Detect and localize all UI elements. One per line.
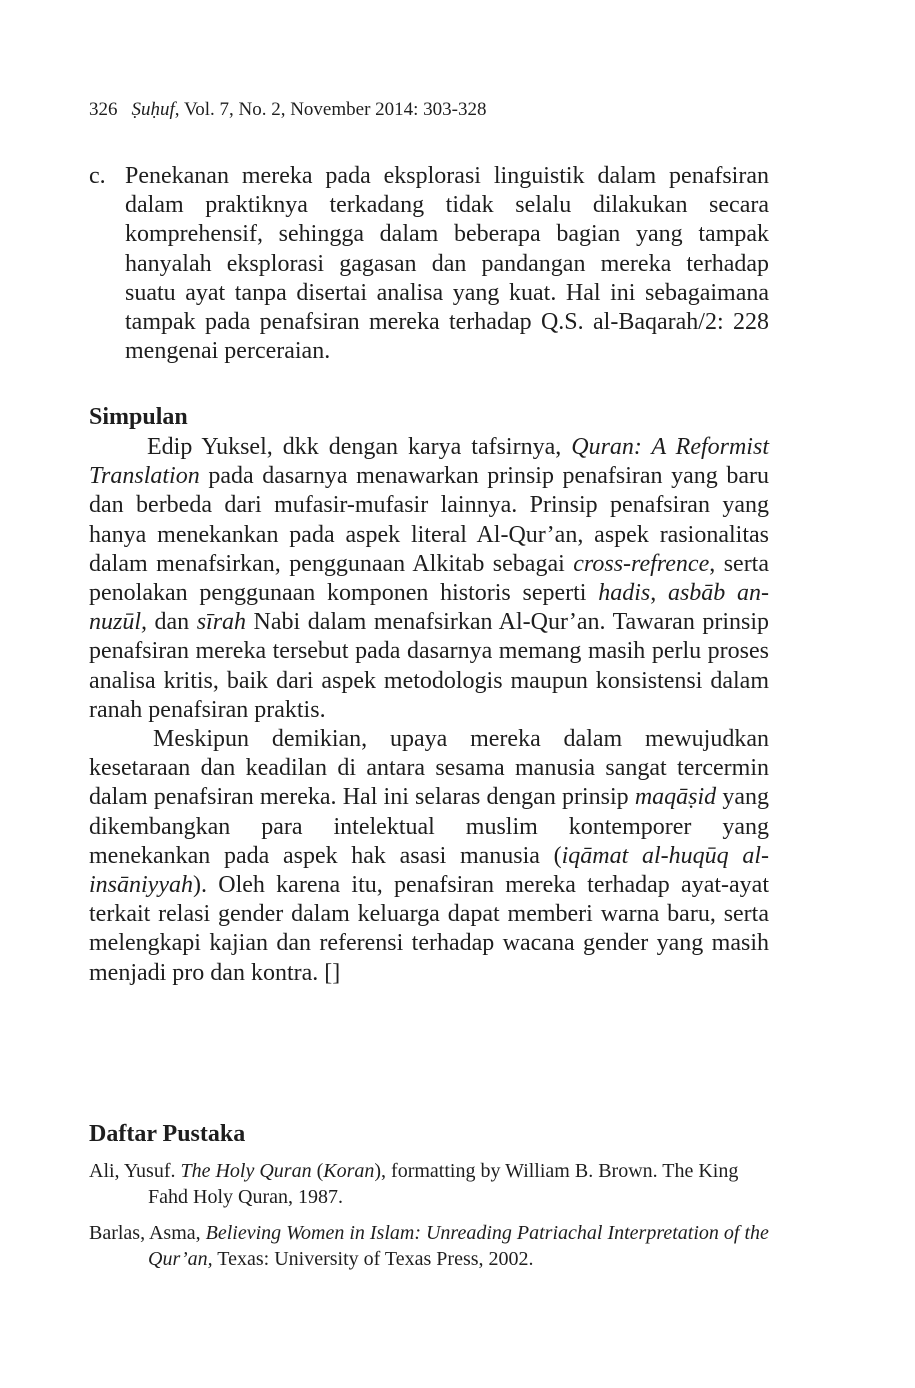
journal-name: Ṣuḥuf (131, 99, 175, 120)
issue-info: , Vol. 7, No. 2, November 2014: 303-328 (174, 99, 487, 120)
reference-item (89, 1220, 769, 1272)
term-maqasid: maqāṣid (634, 784, 717, 811)
ref-author: Ali, Yusuf. (89, 1160, 181, 1182)
text-run: Nabi dalam menafsirkan Al-Qur’an. Tawaran prinsip penafsiran mereka tersebut pada dasarnya memang masih perlu proses analisa kritis, baik dari aspek metodologis maupun konsistensi dalam ranah penafsiran praktis. (89, 609, 770, 723)
text-run: , (650, 580, 668, 607)
ref-details: Texas: University of Texas Press, 2002. (212, 1248, 534, 1270)
text-run: pada dasarnya menawarkan prinsip penafsiran yang baru dan berbeda dari mufasir-mufasir lainnya. Prinsip penafsiran yang hanya menekankan pada aspek literal Al-Qur’an, aspek rasionalitas dalam menafsirkan, penggunaan Alkitab sebagai (89, 463, 769, 577)
text-run: ( (311, 1160, 324, 1182)
ref-title: Believing Women in Islam: Unreading Patriachal Interpretation of the Qur’an, (148, 1222, 769, 1270)
text-run: yang dikembangkan para intelektual muslim kontemporer yang menekankan pada aspek hak asasi manusia ( (89, 784, 769, 869)
simpulan-paragraph-1 (89, 433, 769, 725)
text-run: , serta penolakan penggunaan komponen historis seperti (89, 550, 770, 607)
list-marker: c. (89, 163, 106, 189)
page-number: 326 (89, 99, 118, 120)
running-head (89, 97, 487, 123)
term-iqamat: iqāmat al-huqūq al-insāniyyah (89, 842, 769, 899)
reference-item (89, 1158, 769, 1210)
list-item-c (89, 162, 769, 366)
simpulan-paragraph-2 (89, 725, 769, 988)
ref-title: The Holy Quran (180, 1160, 312, 1182)
simpulan-heading: Simpulan (89, 404, 188, 430)
term-cross-refrence: cross-refrence (573, 550, 710, 577)
daftar-pustaka-heading: Daftar Pustaka (89, 1121, 246, 1147)
text-run: ). Oleh karena itu, penafsiran mereka terhadap ayat-ayat terkait relasi gender dalam keluarga dapat memberi warna baru, serta melengkapi kajian dan referensi terhadap wacana gender yang masih menjadi pro dan kontra. [] (89, 872, 769, 986)
ref-details: ), formatting by William B. Brown. The King Fahd Holy Quran, 1987. (148, 1160, 739, 1208)
reference-list (89, 1158, 769, 1282)
simpulan-body (89, 433, 769, 988)
ref-author: Barlas, Asma, (89, 1222, 206, 1244)
text-run: Edip Yuksel, dkk dengan karya tafsirnya, (147, 434, 572, 460)
term-sirah: sīrah (196, 609, 247, 636)
list-item-text: Penekanan mereka pada eksplorasi linguistik dalam penafsiran dalam praktiknya terkadang tidak selalu dilakukan secara komprehensif, sehingga dalam beberapa bagian yang tampak hanyalah eksplorasi gagasan dan pandangan mereka terhadap suatu ayat tanpa disertai analisa yang kuat. Hal ini sebagaimana tampak pada penafsiran mereka terhadap Q.S. al-Baqarah/2: 228 mengenai perceraian. (125, 163, 769, 365)
term-asbab-an-nuzul: asbāb an-nuzūl, (89, 580, 769, 636)
ref-subtitle: Koran (323, 1160, 375, 1182)
text-run: Meskipun demikian, upaya mereka dalam mewujudkan kesetaraan dan keadilan di antara sesama manusia sangat tercermin dalam penafsiran mereka. Hal ini selaras dengan prinsip (89, 726, 769, 811)
term-hadis: hadis (598, 580, 651, 607)
book-title: Quran: A Reformist Translation (89, 434, 769, 490)
text-run: dan (147, 609, 197, 636)
